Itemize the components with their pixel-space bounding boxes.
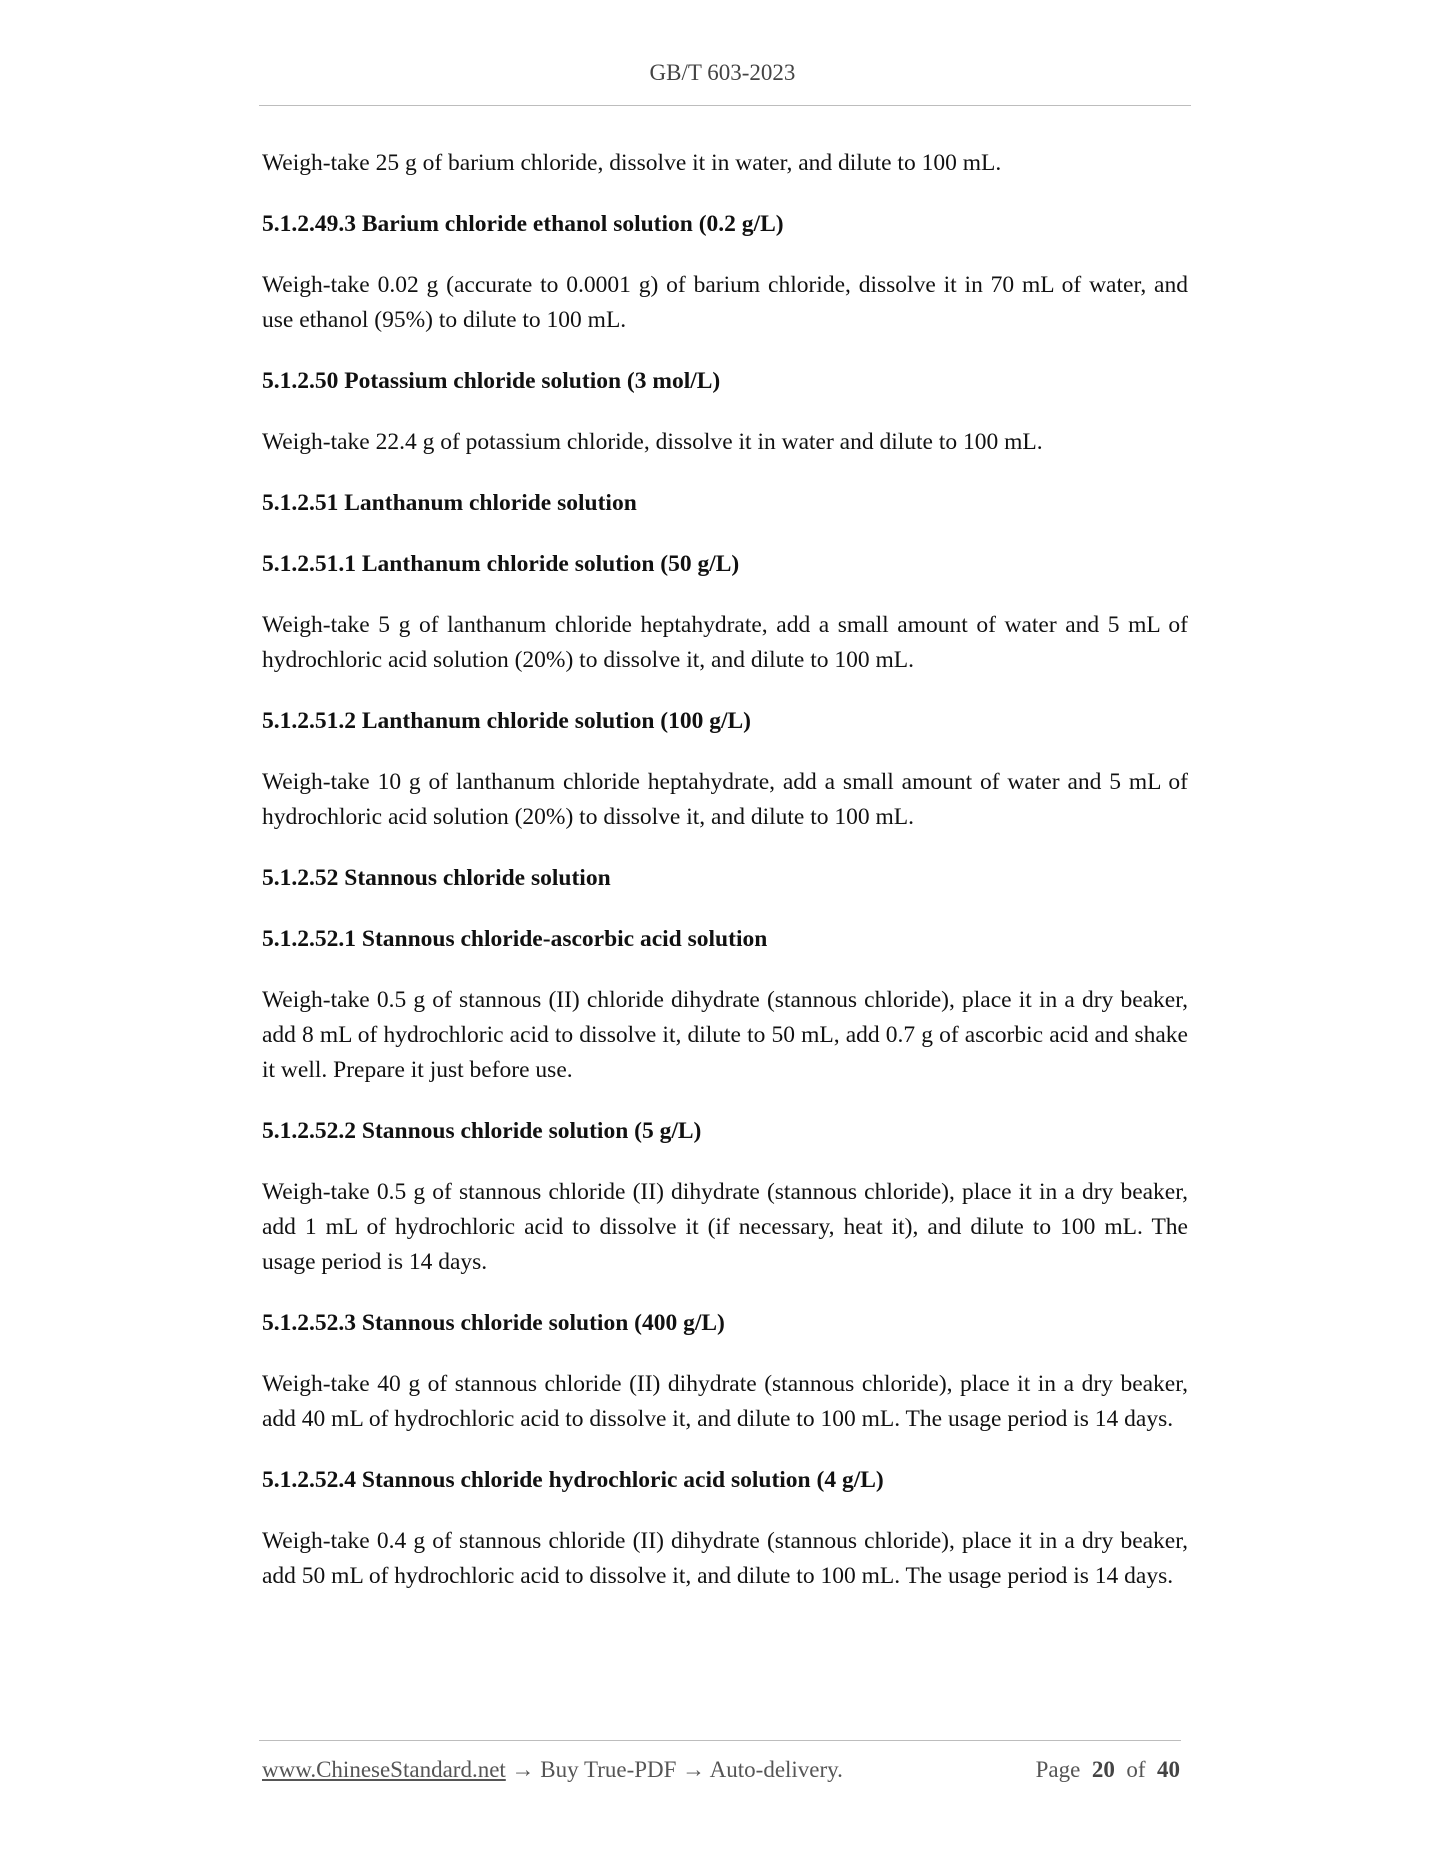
section-heading: 5.1.2.51.2 Lanthanum chloride solution (100 g/L) (262, 708, 751, 734)
section-heading: 5.1.2.49.3 Barium chloride ethanol solution (0.2 g/L) (262, 211, 784, 237)
page-footer (262, 1757, 1180, 1783)
paragraph: Weigh-take 0.4 g of stannous chloride (II) dihydrate (stannous chloride), place it in a dry beaker, add 50 mL of hydrochloric acid to dissolve it, and dilute to 100 mL. The usage period is 14 days. (262, 1528, 1188, 1589)
paragraph: Weigh-take 5 g of lanthanum chloride heptahydrate, add a small amount of water and 5 mL of hydrochloric acid solution (20%) to dissolve it, and dilute to 100 mL. (262, 612, 1188, 673)
footer-tagline: → Buy True-PDF → Auto-delivery. (505, 1757, 843, 1782)
page-word: Page (1035, 1757, 1081, 1782)
page-total: 40 (1157, 1757, 1180, 1782)
header-divider (259, 105, 1191, 106)
paragraph: Weigh-take 0.5 g of stannous chloride (II) dihydrate (stannous chloride), place it in a dry beaker, add 1 mL of hydrochloric acid to dissolve it (if necessary, heat it), and dilute to 100 mL. The usage period is 14 days. (262, 1179, 1188, 1275)
footer-divider (259, 1740, 1181, 1741)
section-heading: 5.1.2.51 Lanthanum chloride solution (262, 490, 637, 516)
paragraph: Weigh-take 40 g of stannous chloride (II) dihydrate (stannous chloride), place it in a dry beaker, add 40 mL of hydrochloric acid to dissolve it, and dilute to 100 mL. The usage period is 14 days. (262, 1371, 1188, 1432)
paragraph: Weigh-take 0.5 g of stannous (II) chloride dihydrate (stannous chloride), place it in a dry beaker, add 8 mL of hydrochloric acid to dissolve it, dilute to 50 mL, add 0.7 g of ascorbic acid and shake it well. Prepare it just before use. (262, 987, 1188, 1083)
paragraph: Weigh-take 22.4 g of potassium chloride, dissolve it in water and dilute to 100 mL. (262, 429, 1043, 455)
page-current: 20 (1091, 1757, 1115, 1782)
page-indicator (1036, 1757, 1180, 1783)
section-heading: 5.1.2.52 Stannous chloride solution (262, 865, 611, 891)
section-heading: 5.1.2.52.2 Stannous chloride solution (5 g/L) (262, 1118, 702, 1144)
section-heading: 5.1.2.52.4 Stannous chloride hydrochloric acid solution (4 g/L) (262, 1467, 884, 1493)
section-heading: 5.1.2.51.1 Lanthanum chloride solution (50 g/L) (262, 551, 740, 577)
paragraph: Weigh-take 0.02 g (accurate to 0.0001 g) of barium chloride, dissolve it in 70 mL of water, and use ethanol (95%) to dilute to 100 mL. (262, 272, 1188, 333)
document-body (262, 146, 1188, 1620)
of-word: of (1126, 1757, 1146, 1782)
footer-promo (262, 1757, 843, 1783)
section-heading: 5.1.2.52.3 Stannous chloride solution (400 g/L) (262, 1310, 725, 1336)
section-heading: 5.1.2.52.1 Stannous chloride-ascorbic acid solution (262, 926, 768, 952)
website-link[interactable]: www.ChineseStandard.net (262, 1757, 506, 1782)
paragraph: Weigh-take 10 g of lanthanum chloride heptahydrate, add a small amount of water and 5 mL of hydrochloric acid solution (20%) to dissolve it, and dilute to 100 mL. (262, 769, 1188, 830)
section-heading: 5.1.2.50 Potassium chloride solution (3 mol/L) (262, 368, 721, 394)
header-title: GB/T 603-2023 (649, 60, 796, 85)
paragraph: Weigh-take 25 g of barium chloride, dissolve it in water, and dilute to 100 mL. (262, 150, 1002, 176)
